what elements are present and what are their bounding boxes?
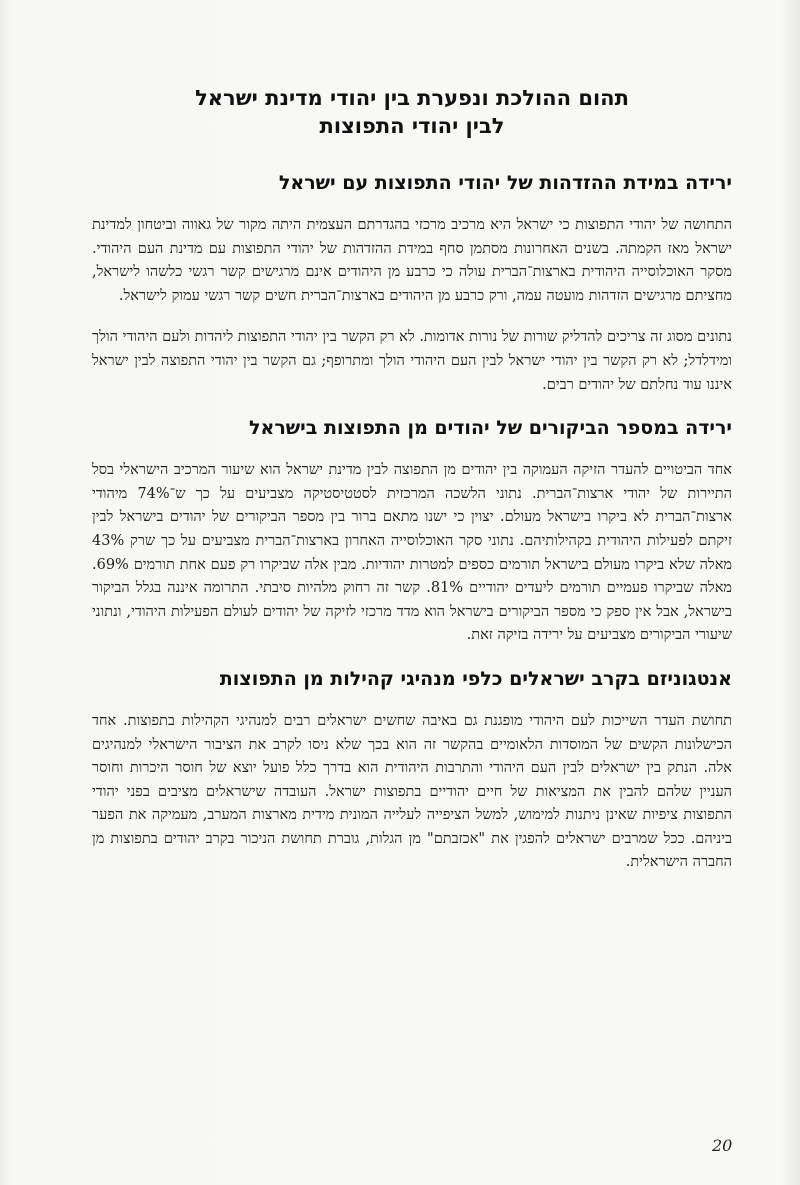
paragraph: נתונים מסוג זה צריכים להדליק שורות של נורות אדומות. לא רק הקשר בין יהודי התפוצות ליהדות ולעם היהודי הולך ומידלדל; לא רק הקשר בין יהודי ישראל לבין העם היהודי הולך ומתרופף; גם הקשר בין יהודי התפוצה לבין ישראל איננו עוד נחלתם של יהודים רבים. [92, 329, 732, 393]
section-heading: ירידה במספר הביקורים של יהודים מן התפוצות בישראל [249, 417, 732, 440]
title-line-1: תהום ההולכת ונפערת בין יהודי מדינת ישראל [195, 86, 629, 110]
section-identification-decline [92, 170, 732, 397]
section-visits-decline [92, 415, 732, 648]
page-content [92, 84, 732, 893]
paragraph: התחושה של יהודי התפוצות כי ישראל היא מרכיב מרכזי בהגדרתם העצמית היתה מקור של גאווה וביטחון למדינת ישראל מאז הקמתה. בשנים האחרונות מסתמן סחף במידת ההזדהות של יהודי התפוצות עם מדינת העם היהודי. מסקר האוכלוסייה היהודית בארצות־הברית עולה כי כרבע מן היהודים אינם מרגישים קשר רגשי כלשהו לישראל, מחציתם מרגישים הזדהות מועטה עמה, ורק כרבע מן היהודים בארצות־הברית חשים קשר רגשי עמוק לישראל. [92, 217, 732, 304]
section-heading: ירידה במידת ההזדהות של יהודי התפוצות עם ישראל [278, 172, 732, 194]
section-heading: אנטגוניזם בקרב ישראלים כלפי מנהיגי קהילות מן התפוצות [219, 667, 732, 690]
title-line-2: לבין יהודי התפוצות [319, 114, 505, 138]
paragraph: אחד הביטויים להעדר הזיקה העמוקה בין יהודים מן התפוצה לבין מדינת ישראל הוא שיעור המרכיב הישראלי בסל התיירות של יהודי ארצות־הברית. נתוני הלשכה המרכזית לסטטיסטיקה מצביעים על כך ש־74% מיהודי ארצות־הברית לא ביקרו בישראל מעולם. יצוין כי ישנו מתאם ברור בין מספר הביקורים של יהודים בישראל לבין זיקתם לפעילות היהודית בקהילותיהם. נתוני סקר האוכלוסייה האחרון בארצות־הברית מצביעים על כך שרק 43% מאלה שלא ביקרו מעולם בישראל תורמים כספים למטרות יהודיות. מבין אלה שביקרו רק פעם אחת תורמים 69%. מאלה שביקרו פעמיים תורמים ליעדים יהודיים 81%. קשר זה רחוק מלהיות סיבתי. התרומה איננה בגלל הביקור בישראל, אבל אין ספק כי מספר הביקורים בישראל הוא מדד מרכזי לזיקה של יהודים לעולם הפעילות היהודי, ונתוני שיעורי הביקורים מצביעים על ירידה בזיקה זאת. [92, 462, 732, 644]
section-antagonism [92, 666, 732, 875]
page-number: 20 [712, 1136, 733, 1155]
page-title [92, 84, 732, 140]
paragraph: תחושת העדר השייכות לעם היהודי מופגנת גם באיבה שחשים ישראלים רבים למנהיגי הקהילות בתפוצות. אחד הכישלונות הקשים של המוסדות הלאומיים בהקשר זה הוא בכך שלא ניסו לקרב את הציבור הישראלי למנהיגים אלה. הנתק בין ישראלים לבין העם היהודי והתרבות היהודית הוא בדרך כלל פועל יוצא של חוסר היכרות וחוסר העניין שלהם להבין את המציאות של חיים יהודיים בתפוצות ישראל. העובדה שישראלים מציבים בפני יהודי התפוצות ציפיות שאינן ניתנות למימוש, למשל הציפייה לעלייה המונית מידית מארצות המערב, מעמיקה את הפער ביניהם. ככל שמרבים ישראלים להפגין את "אכזבתם" מן הגלות, גוברת תחושת הניכור בקרב יהודים בתפוצות מן החברה הישראלית. [92, 712, 732, 871]
